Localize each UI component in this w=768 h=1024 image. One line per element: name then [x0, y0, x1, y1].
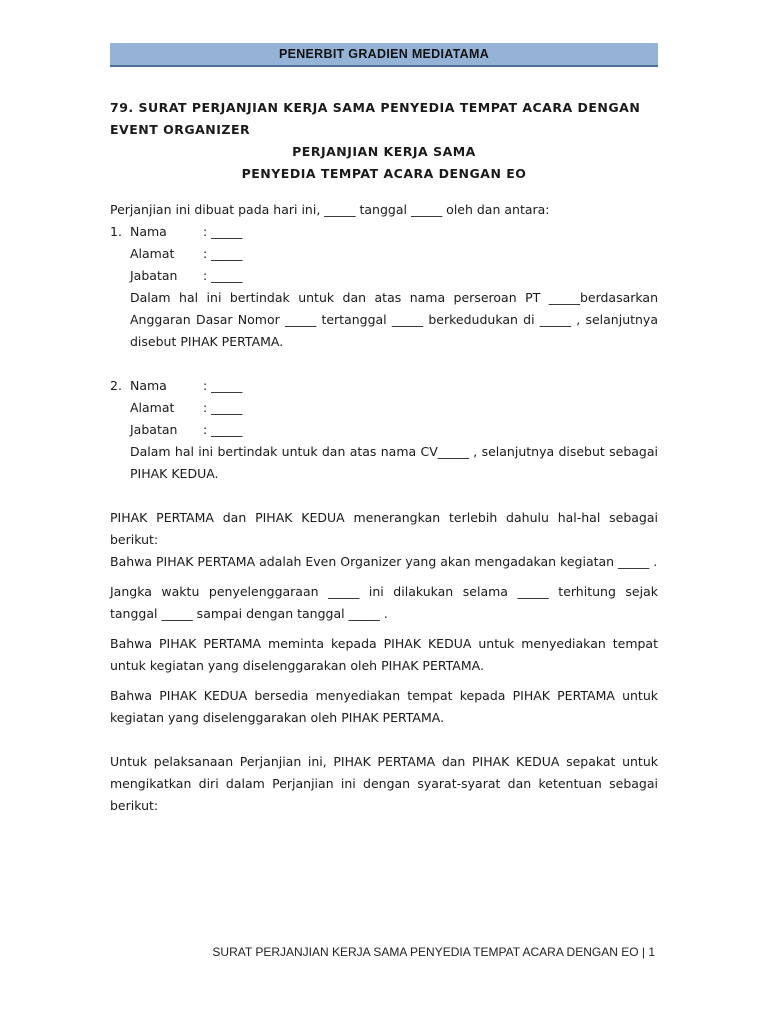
document-subtitle-1: PERJANJIAN KERJA SAMA	[292, 144, 476, 159]
document-subtitle-2: PENYEDIA TEMPAT ACARA DENGAN EO	[241, 166, 527, 181]
party-1-number: 1.	[110, 224, 122, 239]
footer-text: SURAT PERJANJIAN KERJA SAMA PENYEDIA TEMPAT ACARA DENGAN EO | 1	[212, 945, 655, 959]
party-1-position-label: Jabatan	[130, 268, 178, 283]
party-2-number: 2.	[110, 378, 122, 393]
party-2-address-label: Alamat	[130, 400, 175, 415]
party-2-name-label: Nama	[130, 378, 167, 393]
party-1-position-value: : _____	[203, 268, 243, 283]
party-1-name-value: : _____	[203, 224, 243, 239]
party-1	[110, 221, 658, 353]
recital-4: Bahwa PIHAK KEDUA bersedia menyediakan tempat kepada PIHAK PERTAMA untuk kegiatan yang diselenggarakan oleh PIHAK PERTAMA.	[110, 688, 658, 725]
party-2-address-value: : _____	[203, 400, 243, 415]
intro-paragraph: Perjanjian ini dibuat pada hari ini, _____ tanggal _____ oleh dan antara:	[110, 202, 550, 217]
party-1-address-label: Alamat	[130, 246, 175, 261]
recital-3: Bahwa PIHAK PERTAMA meminta kepada PIHAK KEDUA untuk menyediakan tempat untuk kegiatan yang diselenggarakan oleh PIHAK PERTAMA.	[110, 636, 658, 673]
recital-2: Jangka waktu penyelenggaraan _____ ini dilakukan selama _____ terhitung sejak tanggal _____ sampai dengan tanggal _____ .	[110, 584, 658, 621]
party-1-description: Dalam hal ini bertindak untuk dan atas nama perseroan PT _____berdasarkan Anggaran Dasar Nomor _____ tertanggal _____ berkedudukan di _____ , selanjutnya disebut PIHAK PERTAMA.	[130, 290, 658, 349]
party-1-name-label: Nama	[130, 224, 167, 239]
document-title: 79. SURAT PERJANJIAN KERJA SAMA PENYEDIA TEMPAT ACARA DENGAN EVENT ORGANIZER	[110, 100, 641, 137]
publisher-header	[110, 43, 658, 67]
closing-paragraph: Untuk pelaksanaan Perjanjian ini, PIHAK PERTAMA dan PIHAK KEDUA sepakat untuk mengikatkan diri dalam Perjanjian ini dengan syarat-syarat dan ketentuan sebagai berikut:	[110, 754, 658, 813]
document-body	[110, 97, 658, 817]
recital-1: Bahwa PIHAK PERTAMA adalah Even Organizer yang akan mengadakan kegiatan _____ .	[110, 554, 658, 569]
party-2-name-value: : _____	[203, 378, 243, 393]
party-2	[110, 375, 658, 485]
party-2-position-value: : _____	[203, 422, 243, 437]
party-2-description: Dalam hal ini bertindak untuk dan atas nama CV_____ , selanjutnya disebut sebagai PIHAK KEDUA.	[130, 444, 658, 481]
party-2-position-label: Jabatan	[130, 422, 178, 437]
recitals-intro: PIHAK PERTAMA dan PIHAK KEDUA menerangkan terlebih dahulu hal-hal sebagai berikut:	[110, 510, 658, 547]
page-footer	[110, 945, 655, 959]
party-1-address-value: : _____	[203, 246, 243, 261]
publisher-name: PENERBIT GRADIEN MEDIATAMA	[278, 47, 490, 61]
